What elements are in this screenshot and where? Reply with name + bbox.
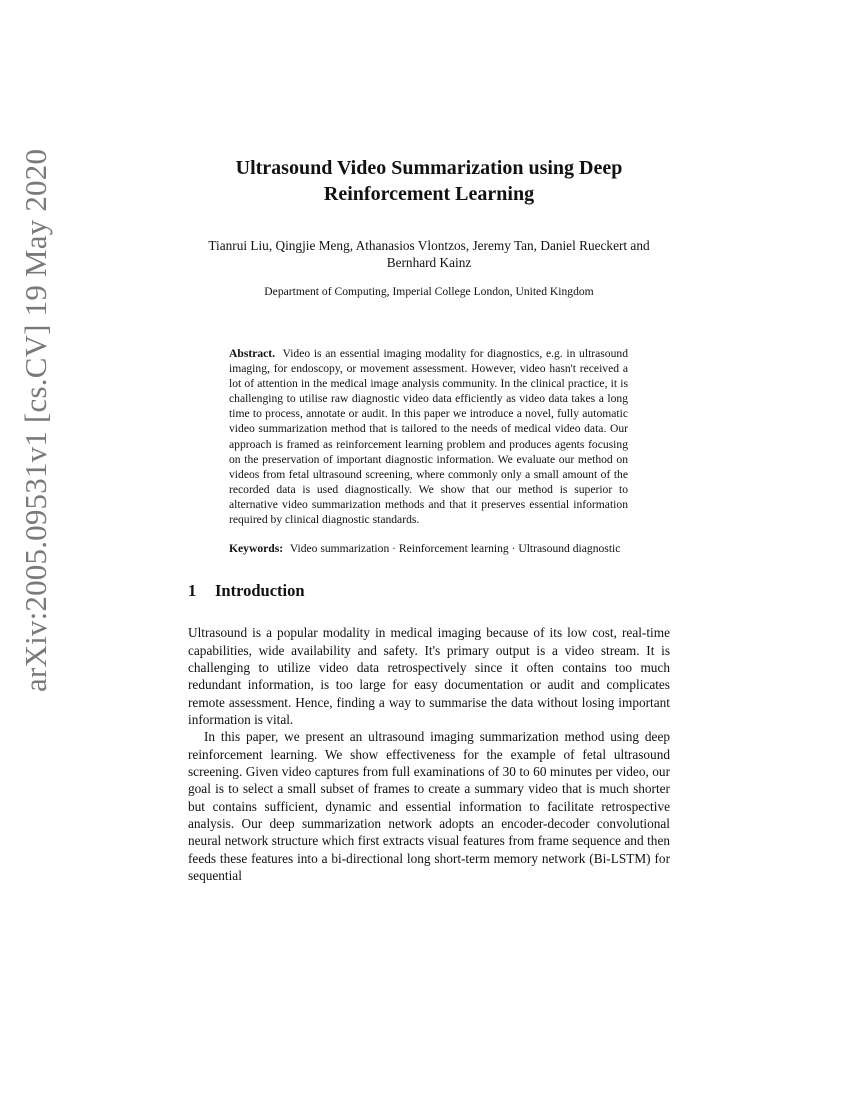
paper-page	[188, 150, 670, 884]
section-body	[188, 624, 670, 884]
arxiv-stamp	[14, 148, 58, 692]
paragraph: Ultrasound is a popular modality in medical imaging because of its low cost, real-time capabilities, wide availability and safety. It's primary output is a video stream. It is challenging to utilize video data retrospectively since it often contains too much redundant information, is too large for easy documentation or audit and complicates remote assessment. Hence, finding a way to summarise the data without losing important information is vital.	[188, 625, 670, 727]
keywords-text: Video summarization · Reinforcement learning · Ultrasound diagnostic	[289, 542, 621, 556]
arxiv-identifier: arXiv:2005.09531v1 [cs.CV] 19 May 2020	[18, 148, 53, 692]
abstract-text: Video is an essential imaging modality for diagnostics, e.g. in ultrasound imaging, for endoscopy, or movement assessment. However, video hasn't received a lot of attention in the medical image analysis community. In the clinical practice, it is challenging to utilise raw diagnostic video data efficiently as video data takes a long time to process, annotate or audit. In this paper we introduce a novel, fully automatic video summarization method that is tailored to the needs of medical video data. Our approach is framed as reinforcement learning problem and produces agents focusing on the preservation of important diagnostic information. We evaluate our method on videos from fetal ultrasound screening, where commonly only a small amount of the recorded data is used diagnostically. We show that our method is superior to alternative video summarization methods and that it preserves essential information required by clinical diagnostic standards.	[229, 347, 628, 527]
keywords	[229, 541, 628, 556]
keywords-label: Keywords:	[229, 542, 284, 556]
section-heading	[188, 581, 670, 601]
paper-title: Ultrasound Video Summarization using Deep Reinforcement Learning	[235, 157, 623, 205]
section-number: 1	[188, 581, 197, 601]
author-list: Tianrui Liu, Qingjie Meng, Athanasios Vlontzos, Jeremy Tan, Daniel Rueckert and Bernhard Kainz	[208, 238, 650, 270]
abstract-label: Abstract.	[229, 347, 276, 360]
section-title: Introduction	[215, 581, 305, 601]
abstract	[229, 346, 628, 527]
affiliation: Department of Computing, Imperial College London, United Kingdom	[264, 285, 594, 298]
paragraph: In this paper, we present an ultrasound imaging summarization method using deep reinforcement learning. We show effectiveness for the example of fetal ultrasound screening. Given video captures from full examinations of 30 to 60 minutes per video, our goal is to select a small subset of frames to create a summary video that is much shorter but contains sufficient, dynamic and essential information to facilitate retrospective analysis. Our deep summarization network adopts an encoder-decoder convolutional neural network structure which first extracts visual features from frame sequence and then feeds these features into a bi-directional long short-term memory network (Bi-LSTM) for sequential	[188, 729, 670, 884]
